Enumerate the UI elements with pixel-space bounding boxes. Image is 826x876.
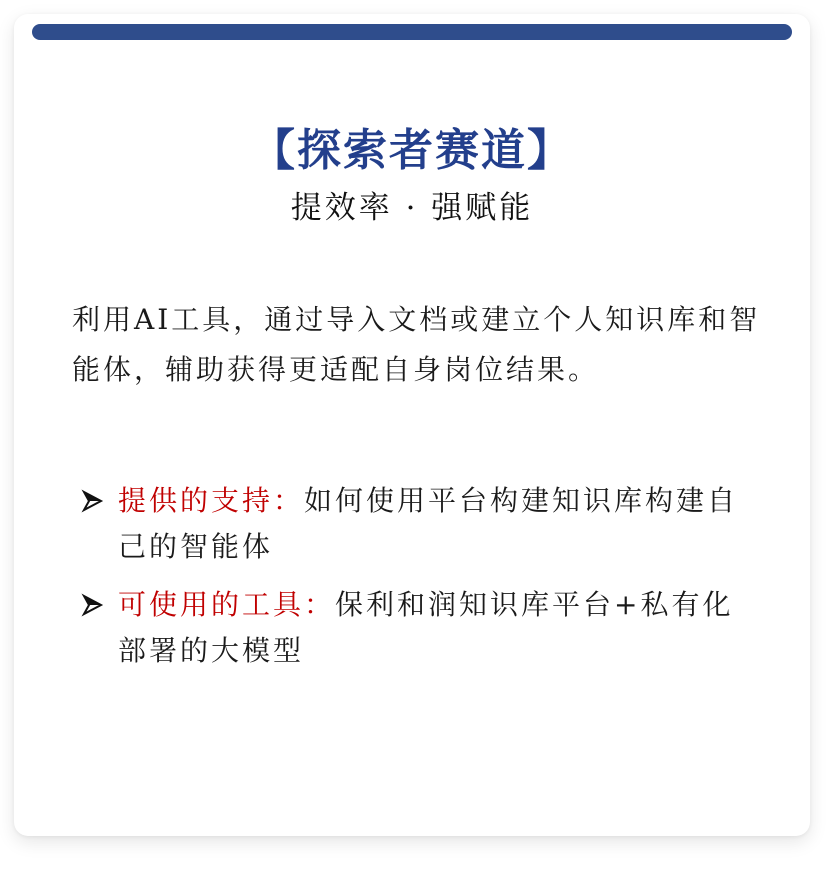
bullet-item-tools: [80, 582, 760, 674]
page-subtitle: 提效率 · 强赋能: [290, 190, 534, 226]
content-card: [14, 14, 810, 836]
top-accent-bar: [32, 24, 792, 40]
bullet-label: 提供的支持：: [118, 484, 305, 517]
arrow-right-icon: [80, 489, 104, 513]
bullet-item-support: [80, 478, 760, 570]
arrow-right-icon: [80, 593, 104, 617]
bullet-label: 可使用的工具：: [118, 588, 336, 621]
page-title: 【探索者赛道】: [251, 125, 573, 176]
intro-paragraph: 利用AI工具，通过导入文档或建立个人知识库和智能体，辅助获得更适配自身岗位结果。: [72, 303, 761, 386]
bullet-text: 保利和润知识库平台+私有化部署的大模型: [118, 588, 734, 667]
bullet-text: 如何使用平台构建知识库构建自己的智能体: [118, 484, 739, 563]
